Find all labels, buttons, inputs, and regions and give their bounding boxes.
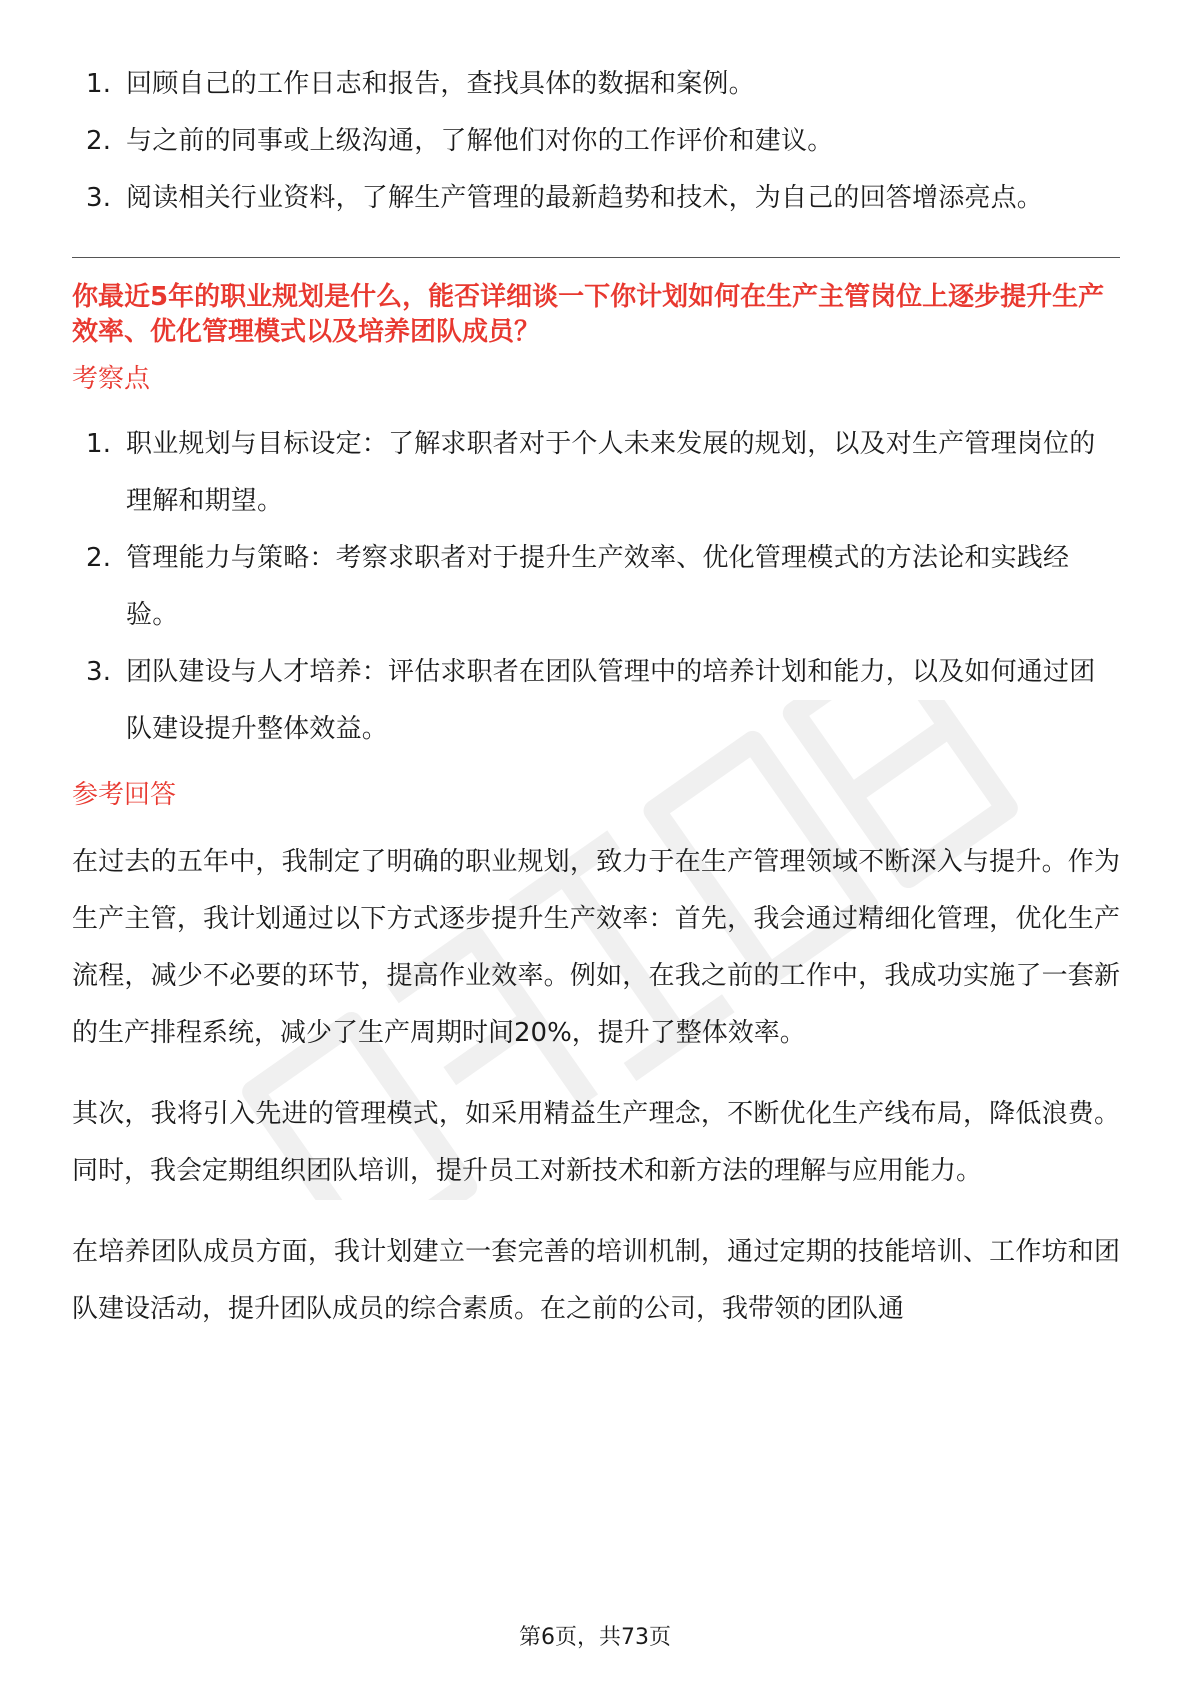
answer-paragraph: 在培养团队成员方面，我计划建立一套完善的培训机制，通过定期的技能培训、工作坊和团队建设活动，提升团队成员的综合素质。在之前的公司，我带领的团队通 <box>72 1237 1120 1324</box>
points-heading: 考察点 <box>72 364 151 394</box>
list-text: 职业规划与目标设定：了解求职者对于个人未来发展的规划，以及对生产管理岗位的理解和期望。 <box>126 429 1096 516</box>
list-number: 3. <box>86 183 112 213</box>
list-text: 阅读相关行业资料，了解生产管理的最新趋势和技术，为自己的回答增添亮点。 <box>126 183 1044 213</box>
interview-question: 你最近5年的职业规划是什么，能否详细谈一下你计划如何在生产主管岗位上逐步提升生产效率、优化管理模式以及培养团队成员？ <box>72 282 1105 347</box>
list-item <box>72 644 1120 758</box>
page-content <box>72 56 1120 1338</box>
list-number: 2. <box>86 126 112 156</box>
list-number: 1. <box>86 429 112 459</box>
list-number: 2. <box>86 543 112 573</box>
list-text: 与之前的同事或上级沟通，了解他们对你的工作评价和建议。 <box>126 126 834 156</box>
section-divider <box>72 257 1120 258</box>
list-item <box>72 416 1120 530</box>
answer-paragraph: 在过去的五年中，我制定了明确的职业规划，致力于在生产管理领域不断深入与提升。作为生产主管，我计划通过以下方式逐步提升生产效率：首先，我会通过精细化管理，优化生产流程，减少不必要的环节，提高作业效率。例如，在我之前的工作中，我成功实施了一套新的生产排程系统，减少了生产周期时间20%，提升了整体效率。 <box>72 847 1120 1048</box>
answer-paragraph: 其次，我将引入先进的管理模式，如采用精益生产理念，不断优化生产线布局，降低浪费。同时，我会定期组织团队培训，提升员工对新技术和新方法的理解与应用能力。 <box>72 1099 1120 1186</box>
list-item <box>72 56 1120 113</box>
list-text: 管理能力与策略：考察求职者对于提升生产效率、优化管理模式的方法论和实践经验。 <box>126 543 1070 630</box>
preparation-list <box>72 56 1120 227</box>
list-text: 团队建设与人才培养：评估求职者在团队管理中的培养计划和能力，以及如何通过团队建设提升整体效益。 <box>126 657 1096 744</box>
list-item <box>72 113 1120 170</box>
page-footer: 第6页，共73页 <box>519 1625 671 1650</box>
answer-heading: 参考回答 <box>72 780 177 810</box>
list-number: 3. <box>86 657 112 687</box>
list-item <box>72 170 1120 227</box>
points-list <box>72 416 1120 758</box>
list-item <box>72 530 1120 644</box>
list-text: 回顾自己的工作日志和报告，查找具体的数据和案例。 <box>126 69 755 99</box>
list-number: 1. <box>86 69 112 99</box>
